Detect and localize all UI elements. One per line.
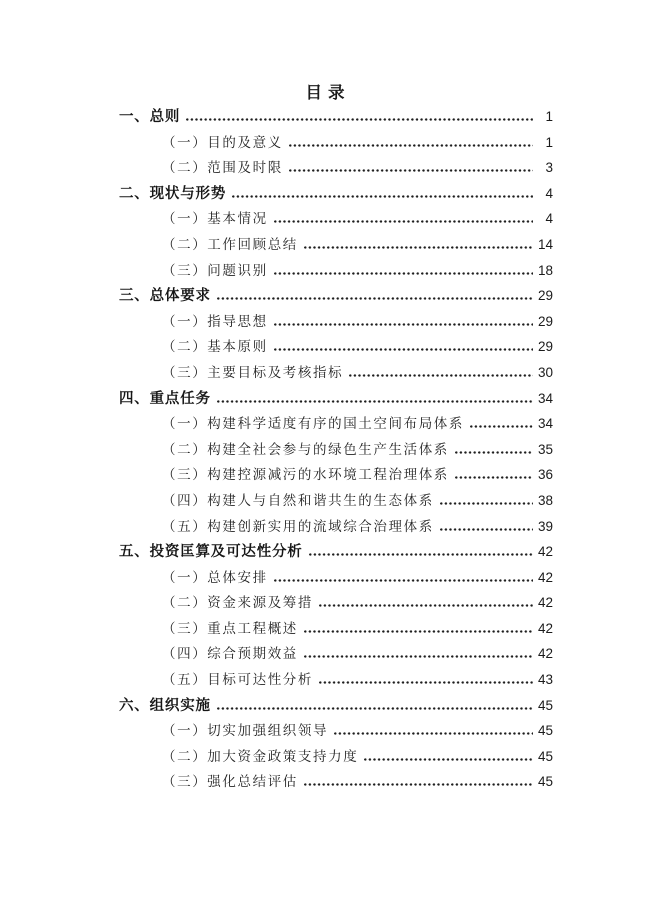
toc-entry-page-number: 43 [537,672,553,688]
toc-entry-section[interactable] [119,489,553,515]
toc-entry-page-number: 4 [545,211,553,227]
toc-entry-label: （二）工作回顾总结 [162,236,298,252]
toc-entry-chapter[interactable] [119,540,553,566]
dot-leader [470,425,533,428]
dot-leader [232,195,533,198]
toc-entry-page-number: 35 [537,441,553,457]
toc-entry-section[interactable] [119,233,553,259]
toc-entry-section[interactable] [119,745,553,771]
toc-entry-label: （三）重点工程概述 [162,620,298,636]
dot-leader [186,118,533,121]
toc-entry-section[interactable] [119,591,553,617]
toc-entry-page-number: 18 [537,262,553,278]
dot-leader [455,476,533,479]
dot-leader [304,783,533,786]
toc-entry-section[interactable] [119,310,553,336]
dot-leader [304,246,533,249]
dot-leader [304,655,533,658]
toc-title: 目录 [305,83,351,102]
dot-leader [319,681,533,684]
dot-leader [274,272,533,275]
toc-entry-page-number: 34 [537,390,553,406]
toc-entry-section[interactable] [119,617,553,643]
toc-entry-page-number: 45 [537,723,553,739]
toc-entry-page-number: 42 [537,569,553,585]
toc-entry-section[interactable] [119,463,553,489]
toc-entry-section[interactable] [119,770,553,796]
toc-entry-label: （一）总体安排 [162,569,268,585]
toc-entry-page-number: 45 [537,697,553,713]
toc-entry-section[interactable] [119,335,553,361]
toc-entry-chapter[interactable] [119,284,553,310]
dot-leader [334,732,533,735]
dot-leader [274,220,533,223]
toc-entry-label: （三）问题识别 [162,262,268,278]
toc-entry-section[interactable] [119,361,553,387]
toc-entry-label: （一）基本情况 [162,211,268,227]
dot-leader [455,451,533,454]
toc-entry-page-number: 45 [537,748,553,764]
toc-entry-page-number: 29 [537,313,553,329]
toc-entry-page-number: 1 [545,134,553,150]
toc-entry-section[interactable] [119,259,553,285]
toc-entry-label: 四、重点任务 [119,390,211,407]
toc-entry-section[interactable] [119,515,553,541]
toc-entry-label: 一、总则 [119,109,181,125]
toc-entry-label: 五、投资匡算及可达性分析 [119,544,303,561]
toc-entry-section[interactable] [119,566,553,592]
toc-entry-page-number: 38 [537,492,553,508]
dot-leader [440,528,533,531]
toc-entry-chapter[interactable] [119,182,553,208]
dot-leader [364,758,533,761]
dot-leader [217,707,533,710]
dot-leader [217,400,533,403]
toc-entry-page-number: 30 [537,364,553,380]
toc-entry-page-number: 34 [537,416,553,432]
toc-entry-label: （三）构建控源减污的水环境工程治理体系 [162,467,449,483]
toc-entry-section[interactable] [119,668,553,694]
dot-leader [274,348,533,351]
toc-entry-chapter[interactable] [119,105,553,131]
toc-entry-label: （三）主要目标及考核指标 [162,364,344,380]
toc-entry-label: 六、组织实施 [119,697,211,714]
toc-entry-label: （二）范围及时限 [162,160,283,176]
toc-entry-label: （二）资金来源及筹措 [162,595,313,611]
toc-entry-chapter[interactable] [119,694,553,720]
toc-entry-label: （一）切实加强组织领导 [162,723,329,739]
toc-entry-label: 三、总体要求 [119,288,211,305]
toc-entry-section[interactable] [119,412,553,438]
toc-entry-page-number: 42 [537,595,553,611]
toc-entry-label: （一）构建科学适度有序的国土空间布局体系 [162,416,464,432]
toc-entry-page-number: 4 [545,185,553,201]
toc-entry-section[interactable] [119,719,553,745]
dot-leader [349,374,533,377]
toc-entry-label: 二、现状与形势 [119,185,227,202]
dot-leader [289,169,533,172]
toc-entry-chapter[interactable] [119,387,553,413]
toc-entry-section[interactable] [119,131,553,157]
dot-leader [289,144,533,147]
toc-entry-label: （四）构建人与自然和谐共生的生态体系 [162,492,434,508]
toc-entry-page-number: 3 [545,160,553,176]
toc-entry-page-number: 42 [537,620,553,636]
toc-entry-page-number: 14 [537,236,553,252]
toc-entry-page-number: 39 [537,518,553,534]
toc-entry-label: （五）目标可达性分析 [162,672,313,688]
toc-entry-page-number: 42 [537,646,553,662]
toc-list [119,105,553,796]
toc-entry-section[interactable] [119,438,553,464]
toc-entry-section[interactable] [119,642,553,668]
toc-entry-label: （五）构建创新实用的流域综合治理体系 [162,518,434,534]
toc-entry-section[interactable] [119,156,553,182]
toc-entry-page-number: 29 [537,288,553,304]
toc-entry-label: （二）构建全社会参与的绿色生产生活体系 [162,441,449,457]
toc-entry-page-number: 36 [537,467,553,483]
toc-entry-label: （一）指导思想 [162,313,268,329]
dot-leader [274,323,533,326]
toc-entry-page-number: 29 [537,339,553,355]
toc-entry-label: （三）强化总结评估 [162,774,298,790]
toc-entry-page-number: 45 [537,774,553,790]
toc-entry-label: （二）基本原则 [162,339,268,355]
toc-entry-label: （一）目的及意义 [162,134,283,150]
toc-entry-label: （二）加大资金政策支持力度 [162,748,359,764]
dot-leader [304,630,533,633]
dot-leader [319,604,533,607]
toc-entry-page-number: 1 [545,109,553,124]
dot-leader [217,297,533,300]
dot-leader [440,502,533,505]
toc-entry-label: （四）综合预期效益 [162,646,298,662]
toc-entry-page-number: 42 [537,544,553,560]
dot-leader [309,553,533,556]
toc-entry-section[interactable] [119,207,553,233]
dot-leader [274,579,533,582]
